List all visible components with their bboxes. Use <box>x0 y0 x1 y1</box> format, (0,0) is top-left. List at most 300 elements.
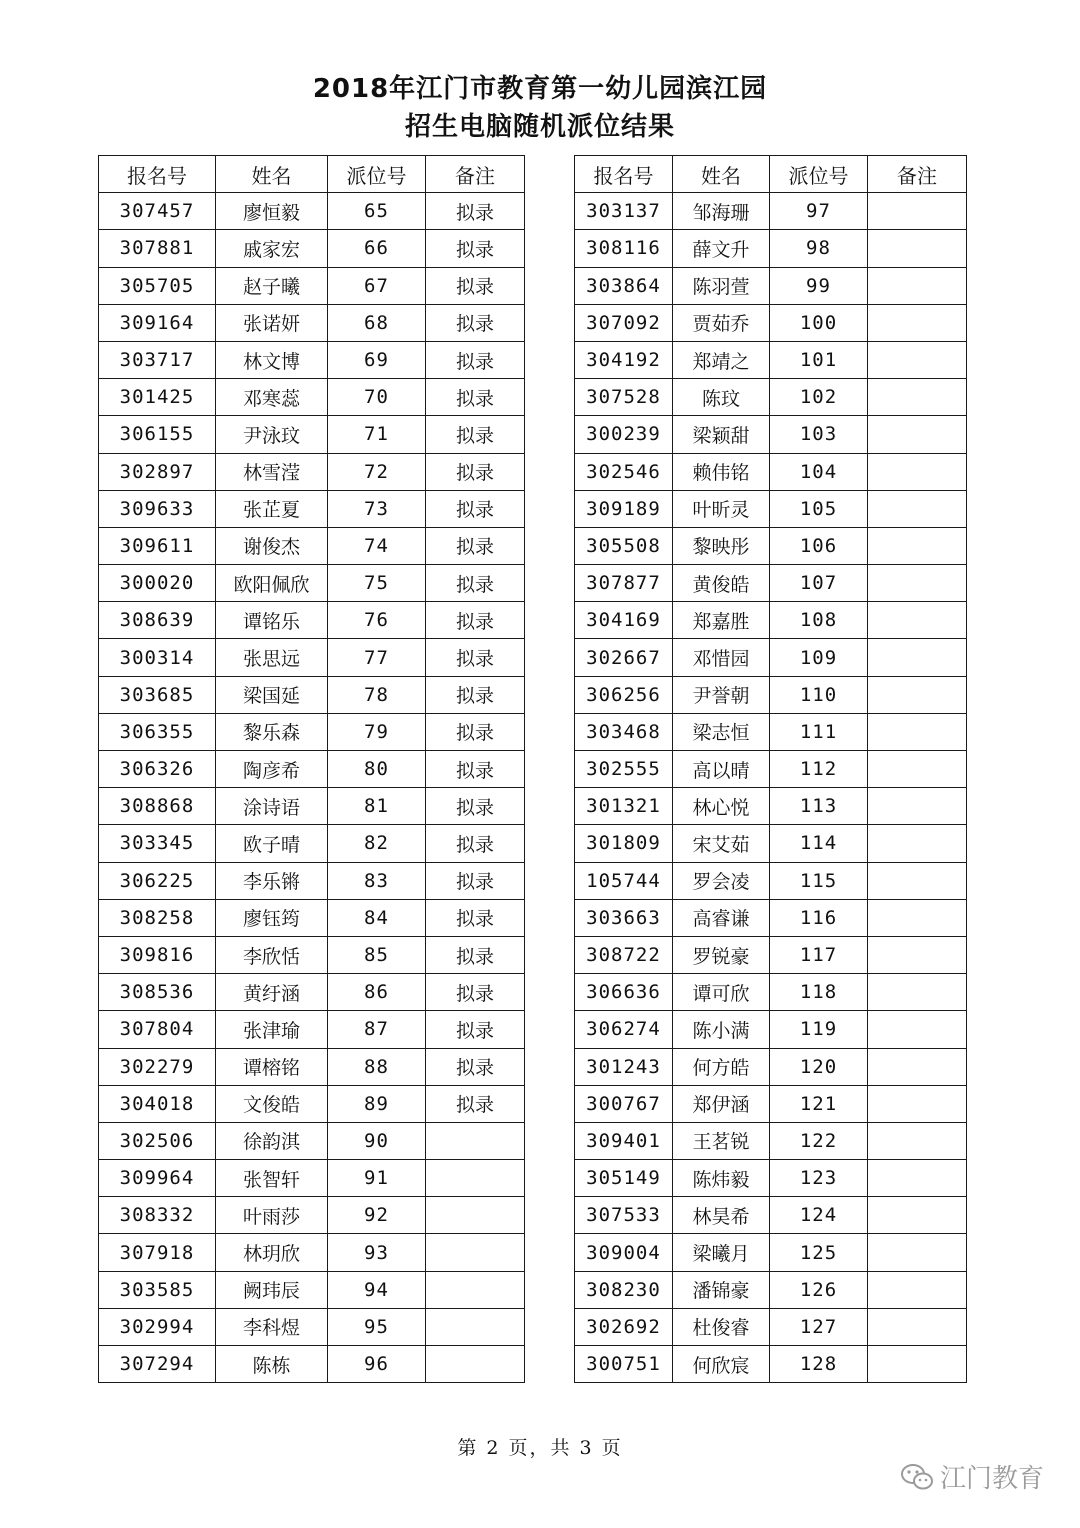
cell-registration-no: 303468 <box>575 713 673 750</box>
header-name: 姓名 <box>216 156 328 193</box>
cell-remark: 拟录 <box>426 379 525 416</box>
table-row <box>575 788 967 825</box>
cell-name: 薛文升 <box>673 230 770 267</box>
cell-registration-no: 309401 <box>575 1122 673 1159</box>
cell-assignment-no: 66 <box>328 230 426 267</box>
table-row <box>575 416 967 453</box>
table-row <box>99 267 525 304</box>
header-assignment-no: 派位号 <box>328 156 426 193</box>
cell-remark <box>868 1048 967 1085</box>
cell-registration-no: 303864 <box>575 267 673 304</box>
cell-registration-no: 300020 <box>99 565 216 602</box>
cell-assignment-no: 121 <box>770 1085 868 1122</box>
cell-registration-no: 303663 <box>575 899 673 936</box>
header-remark: 备注 <box>868 156 967 193</box>
cell-remark <box>868 1122 967 1159</box>
cell-remark: 拟录 <box>426 751 525 788</box>
cell-name: 黄俊皓 <box>673 565 770 602</box>
table-row <box>99 751 525 788</box>
cell-name: 何方皓 <box>673 1048 770 1085</box>
cell-remark <box>868 936 967 973</box>
cell-name: 邓惜园 <box>673 639 770 676</box>
cell-name: 高睿谦 <box>673 899 770 936</box>
cell-remark <box>868 193 967 230</box>
cell-name: 高以晴 <box>673 751 770 788</box>
cell-registration-no: 309164 <box>99 304 216 341</box>
table-row <box>575 1160 967 1197</box>
cell-remark <box>868 230 967 267</box>
table-row <box>575 825 967 862</box>
cell-registration-no: 306326 <box>99 751 216 788</box>
cell-assignment-no: 119 <box>770 1011 868 1048</box>
table-row <box>575 453 967 490</box>
cell-assignment-no: 80 <box>328 751 426 788</box>
table-row <box>575 936 967 973</box>
table-row <box>99 713 525 750</box>
cell-name: 贾茹乔 <box>673 304 770 341</box>
cell-assignment-no: 108 <box>770 602 868 639</box>
cell-assignment-no: 97 <box>770 193 868 230</box>
table-row <box>99 416 525 453</box>
cell-registration-no: 305508 <box>575 527 673 564</box>
cell-assignment-no: 98 <box>770 230 868 267</box>
cell-name: 陈羽萱 <box>673 267 770 304</box>
cell-assignment-no: 86 <box>328 974 426 1011</box>
table-row <box>575 304 967 341</box>
cell-name: 罗会凌 <box>673 862 770 899</box>
cell-remark: 拟录 <box>426 676 525 713</box>
cell-remark: 拟录 <box>426 602 525 639</box>
cell-registration-no: 301243 <box>575 1048 673 1085</box>
cell-name: 林心悦 <box>673 788 770 825</box>
cell-registration-no: 302667 <box>575 639 673 676</box>
cell-remark: 拟录 <box>426 230 525 267</box>
table-row <box>99 193 525 230</box>
cell-name: 戚家宏 <box>216 230 328 267</box>
cell-name: 罗锐豪 <box>673 936 770 973</box>
table-row <box>99 1346 525 1383</box>
cell-name: 赵子曦 <box>216 267 328 304</box>
cell-remark: 拟录 <box>426 453 525 490</box>
cell-remark: 拟录 <box>426 1085 525 1122</box>
table-row <box>99 1122 525 1159</box>
cell-remark: 拟录 <box>426 899 525 936</box>
cell-registration-no: 302506 <box>99 1122 216 1159</box>
cell-assignment-no: 65 <box>328 193 426 230</box>
cell-assignment-no: 72 <box>328 453 426 490</box>
cell-registration-no: 303717 <box>99 341 216 378</box>
cell-name: 郑靖之 <box>673 341 770 378</box>
cell-registration-no: 309633 <box>99 490 216 527</box>
cell-remark: 拟录 <box>426 490 525 527</box>
cell-registration-no: 303137 <box>575 193 673 230</box>
cell-assignment-no: 94 <box>328 1271 426 1308</box>
cell-remark: 拟录 <box>426 1011 525 1048</box>
cell-registration-no: 309189 <box>575 490 673 527</box>
watermark <box>900 1458 1044 1495</box>
table-row <box>575 379 967 416</box>
cell-name: 黎映彤 <box>673 527 770 564</box>
cell-remark <box>426 1234 525 1271</box>
cell-name: 叶昕灵 <box>673 490 770 527</box>
table-row <box>575 1308 967 1345</box>
cell-name: 尹誉朝 <box>673 676 770 713</box>
cell-assignment-no: 112 <box>770 751 868 788</box>
table-row <box>575 974 967 1011</box>
cell-name: 梁颖甜 <box>673 416 770 453</box>
cell-remark <box>868 639 967 676</box>
cell-remark <box>868 1308 967 1345</box>
cell-registration-no: 306274 <box>575 1011 673 1048</box>
cell-name: 李乐锵 <box>216 862 328 899</box>
table-header-row <box>99 156 525 193</box>
cell-assignment-no: 69 <box>328 341 426 378</box>
cell-assignment-no: 75 <box>328 565 426 602</box>
cell-registration-no: 300751 <box>575 1346 673 1383</box>
cell-assignment-no: 85 <box>328 936 426 973</box>
cell-registration-no: 303345 <box>99 825 216 862</box>
page-footer: 第 2 页，共 3 页 <box>457 1437 623 1459</box>
cell-remark <box>426 1271 525 1308</box>
table-row <box>99 453 525 490</box>
cell-remark <box>868 1085 967 1122</box>
cell-assignment-no: 105 <box>770 490 868 527</box>
cell-registration-no: 308868 <box>99 788 216 825</box>
cell-registration-no: 308258 <box>99 899 216 936</box>
table-row <box>575 899 967 936</box>
cell-registration-no: 307457 <box>99 193 216 230</box>
cell-name: 廖钰筠 <box>216 899 328 936</box>
cell-name: 林文博 <box>216 341 328 378</box>
cell-name: 谭可欣 <box>673 974 770 1011</box>
cell-name: 张诺妍 <box>216 304 328 341</box>
cell-remark <box>868 565 967 602</box>
cell-assignment-no: 90 <box>328 1122 426 1159</box>
cell-assignment-no: 110 <box>770 676 868 713</box>
table-row <box>575 527 967 564</box>
cell-registration-no: 309964 <box>99 1160 216 1197</box>
table-row <box>99 639 525 676</box>
cell-registration-no: 300767 <box>575 1085 673 1122</box>
table-row <box>575 713 967 750</box>
table-row <box>99 1308 525 1345</box>
cell-name: 邓寒蕊 <box>216 379 328 416</box>
table-row <box>99 490 525 527</box>
cell-name: 叶雨莎 <box>216 1197 328 1234</box>
table-row <box>575 751 967 788</box>
cell-remark <box>868 1160 967 1197</box>
cell-name: 谢俊杰 <box>216 527 328 564</box>
cell-assignment-no: 124 <box>770 1197 868 1234</box>
cell-remark <box>868 862 967 899</box>
cell-registration-no: 301321 <box>575 788 673 825</box>
cell-name: 徐韵淇 <box>216 1122 328 1159</box>
header-name: 姓名 <box>673 156 770 193</box>
table-row <box>575 602 967 639</box>
table-row <box>99 862 525 899</box>
cell-registration-no: 307092 <box>575 304 673 341</box>
table-row <box>575 1122 967 1159</box>
cell-registration-no: 308639 <box>99 602 216 639</box>
cell-assignment-no: 88 <box>328 1048 426 1085</box>
results-table-left <box>98 155 525 1383</box>
table-row <box>575 230 967 267</box>
table-row <box>99 676 525 713</box>
table-row <box>99 936 525 973</box>
cell-assignment-no: 104 <box>770 453 868 490</box>
cell-remark <box>868 1346 967 1383</box>
table-row <box>99 1011 525 1048</box>
table-row <box>99 1085 525 1122</box>
table-row <box>575 1011 967 1048</box>
cell-name: 梁曦月 <box>673 1234 770 1271</box>
cell-name: 陈小满 <box>673 1011 770 1048</box>
cell-assignment-no: 89 <box>328 1085 426 1122</box>
cell-registration-no: 301425 <box>99 379 216 416</box>
cell-remark <box>868 453 967 490</box>
cell-remark <box>868 267 967 304</box>
cell-remark <box>868 713 967 750</box>
cell-remark <box>868 751 967 788</box>
cell-assignment-no: 109 <box>770 639 868 676</box>
cell-registration-no: 306155 <box>99 416 216 453</box>
cell-assignment-no: 126 <box>770 1271 868 1308</box>
cell-registration-no: 302994 <box>99 1308 216 1345</box>
cell-remark <box>868 527 967 564</box>
cell-name: 文俊皓 <box>216 1085 328 1122</box>
cell-remark <box>868 304 967 341</box>
cell-assignment-no: 107 <box>770 565 868 602</box>
cell-name: 李科煜 <box>216 1308 328 1345</box>
cell-remark: 拟录 <box>426 341 525 378</box>
cell-assignment-no: 102 <box>770 379 868 416</box>
cell-assignment-no: 96 <box>328 1346 426 1383</box>
cell-remark: 拟录 <box>426 862 525 899</box>
cell-registration-no: 304018 <box>99 1085 216 1122</box>
header-registration-no: 报名号 <box>575 156 673 193</box>
table-row <box>99 602 525 639</box>
table-row <box>99 825 525 862</box>
header-assignment-no: 派位号 <box>770 156 868 193</box>
cell-assignment-no: 106 <box>770 527 868 564</box>
cell-registration-no: 307918 <box>99 1234 216 1271</box>
header-registration-no: 报名号 <box>99 156 216 193</box>
table-row <box>575 193 967 230</box>
table-row <box>99 788 525 825</box>
cell-remark: 拟录 <box>426 788 525 825</box>
table-row <box>575 1085 967 1122</box>
table-row <box>575 1346 967 1383</box>
cell-remark: 拟录 <box>426 974 525 1011</box>
cell-name: 阙玮辰 <box>216 1271 328 1308</box>
cell-assignment-no: 128 <box>770 1346 868 1383</box>
cell-assignment-no: 99 <box>770 267 868 304</box>
cell-remark: 拟录 <box>426 639 525 676</box>
cell-remark: 拟录 <box>426 304 525 341</box>
cell-registration-no: 304192 <box>575 341 673 378</box>
wechat-icon <box>900 1462 934 1492</box>
cell-registration-no: 308332 <box>99 1197 216 1234</box>
cell-name: 黎乐森 <box>216 713 328 750</box>
cell-remark <box>868 825 967 862</box>
cell-remark <box>868 1197 967 1234</box>
table-row <box>575 1271 967 1308</box>
table-row <box>575 676 967 713</box>
cell-remark <box>868 1234 967 1271</box>
cell-name: 王茗锐 <box>673 1122 770 1159</box>
cell-registration-no: 307533 <box>575 1197 673 1234</box>
document-title-line2: 招生电脑随机派位结果 <box>404 112 675 142</box>
table-row <box>575 639 967 676</box>
cell-registration-no: 105744 <box>575 862 673 899</box>
cell-name: 陶彦希 <box>216 751 328 788</box>
cell-assignment-no: 74 <box>328 527 426 564</box>
table-row <box>575 267 967 304</box>
table-row <box>575 862 967 899</box>
cell-registration-no: 306636 <box>575 974 673 1011</box>
cell-assignment-no: 78 <box>328 676 426 713</box>
cell-name: 陈栋 <box>216 1346 328 1383</box>
table-row <box>99 1197 525 1234</box>
results-table-right <box>574 155 967 1383</box>
cell-registration-no: 307528 <box>575 379 673 416</box>
cell-name: 涂诗语 <box>216 788 328 825</box>
cell-assignment-no: 114 <box>770 825 868 862</box>
cell-registration-no: 302555 <box>575 751 673 788</box>
table-row <box>99 341 525 378</box>
cell-remark <box>426 1160 525 1197</box>
cell-name: 潘锦豪 <box>673 1271 770 1308</box>
cell-name: 赖伟铭 <box>673 453 770 490</box>
cell-assignment-no: 116 <box>770 899 868 936</box>
cell-assignment-no: 91 <box>328 1160 426 1197</box>
cell-name: 林玥欣 <box>216 1234 328 1271</box>
cell-remark: 拟录 <box>426 1048 525 1085</box>
cell-remark <box>868 974 967 1011</box>
cell-remark: 拟录 <box>426 825 525 862</box>
cell-remark: 拟录 <box>426 416 525 453</box>
cell-assignment-no: 76 <box>328 602 426 639</box>
cell-remark <box>868 676 967 713</box>
table-row <box>99 304 525 341</box>
cell-assignment-no: 79 <box>328 713 426 750</box>
table-row <box>99 527 525 564</box>
cell-name: 欧子晴 <box>216 825 328 862</box>
cell-name: 张智轩 <box>216 1160 328 1197</box>
cell-name: 杜俊睿 <box>673 1308 770 1345</box>
cell-registration-no: 306225 <box>99 862 216 899</box>
cell-registration-no: 303585 <box>99 1271 216 1308</box>
cell-registration-no: 306256 <box>575 676 673 713</box>
cell-registration-no: 307804 <box>99 1011 216 1048</box>
cell-remark <box>426 1197 525 1234</box>
cell-name: 林雪滢 <box>216 453 328 490</box>
table-row <box>99 1271 525 1308</box>
table-row <box>575 341 967 378</box>
cell-assignment-no: 83 <box>328 862 426 899</box>
cell-registration-no: 305149 <box>575 1160 673 1197</box>
cell-assignment-no: 100 <box>770 304 868 341</box>
cell-name: 梁志恒 <box>673 713 770 750</box>
cell-remark <box>426 1346 525 1383</box>
cell-assignment-no: 117 <box>770 936 868 973</box>
cell-registration-no: 303685 <box>99 676 216 713</box>
table-row <box>575 1048 967 1085</box>
cell-name: 尹泳玟 <box>216 416 328 453</box>
table-row <box>99 565 525 602</box>
watermark-text: 江门教育 <box>940 1464 1045 1494</box>
cell-assignment-no: 68 <box>328 304 426 341</box>
cell-remark <box>868 788 967 825</box>
table-row <box>99 1048 525 1085</box>
cell-assignment-no: 127 <box>770 1308 868 1345</box>
cell-name: 张津瑜 <box>216 1011 328 1048</box>
cell-registration-no: 300239 <box>575 416 673 453</box>
cell-registration-no: 309816 <box>99 936 216 973</box>
cell-assignment-no: 93 <box>328 1234 426 1271</box>
table-row <box>575 490 967 527</box>
cell-name: 张思远 <box>216 639 328 676</box>
cell-name: 廖恒毅 <box>216 193 328 230</box>
cell-assignment-no: 113 <box>770 788 868 825</box>
cell-remark <box>868 602 967 639</box>
cell-assignment-no: 84 <box>328 899 426 936</box>
table-row <box>99 1160 525 1197</box>
cell-assignment-no: 82 <box>328 825 426 862</box>
cell-name: 何欣宸 <box>673 1346 770 1383</box>
cell-assignment-no: 70 <box>328 379 426 416</box>
cell-registration-no: 306355 <box>99 713 216 750</box>
cell-assignment-no: 101 <box>770 341 868 378</box>
table-row <box>99 1234 525 1271</box>
cell-assignment-no: 71 <box>328 416 426 453</box>
cell-remark <box>868 416 967 453</box>
cell-name: 郑伊涵 <box>673 1085 770 1122</box>
cell-name: 张芷夏 <box>216 490 328 527</box>
cell-remark <box>868 490 967 527</box>
cell-registration-no: 301809 <box>575 825 673 862</box>
table-row <box>99 230 525 267</box>
cell-remark: 拟录 <box>426 936 525 973</box>
cell-registration-no: 302279 <box>99 1048 216 1085</box>
cell-registration-no: 307294 <box>99 1346 216 1383</box>
cell-remark: 拟录 <box>426 267 525 304</box>
cell-registration-no: 308230 <box>575 1271 673 1308</box>
cell-name: 欧阳佩欣 <box>216 565 328 602</box>
cell-assignment-no: 92 <box>328 1197 426 1234</box>
cell-remark <box>868 341 967 378</box>
table-row <box>99 899 525 936</box>
cell-assignment-no: 122 <box>770 1122 868 1159</box>
cell-assignment-no: 67 <box>328 267 426 304</box>
cell-remark <box>426 1122 525 1159</box>
cell-remark <box>868 1011 967 1048</box>
cell-name: 李欣恬 <box>216 936 328 973</box>
cell-name: 邹海珊 <box>673 193 770 230</box>
table-row <box>99 974 525 1011</box>
cell-registration-no: 300314 <box>99 639 216 676</box>
cell-registration-no: 305705 <box>99 267 216 304</box>
cell-name: 宋艾茹 <box>673 825 770 862</box>
cell-assignment-no: 111 <box>770 713 868 750</box>
cell-assignment-no: 77 <box>328 639 426 676</box>
cell-remark <box>426 1308 525 1345</box>
table-row <box>575 565 967 602</box>
table-row <box>575 1197 967 1234</box>
cell-registration-no: 307877 <box>575 565 673 602</box>
table-row <box>575 1234 967 1271</box>
cell-registration-no: 302897 <box>99 453 216 490</box>
